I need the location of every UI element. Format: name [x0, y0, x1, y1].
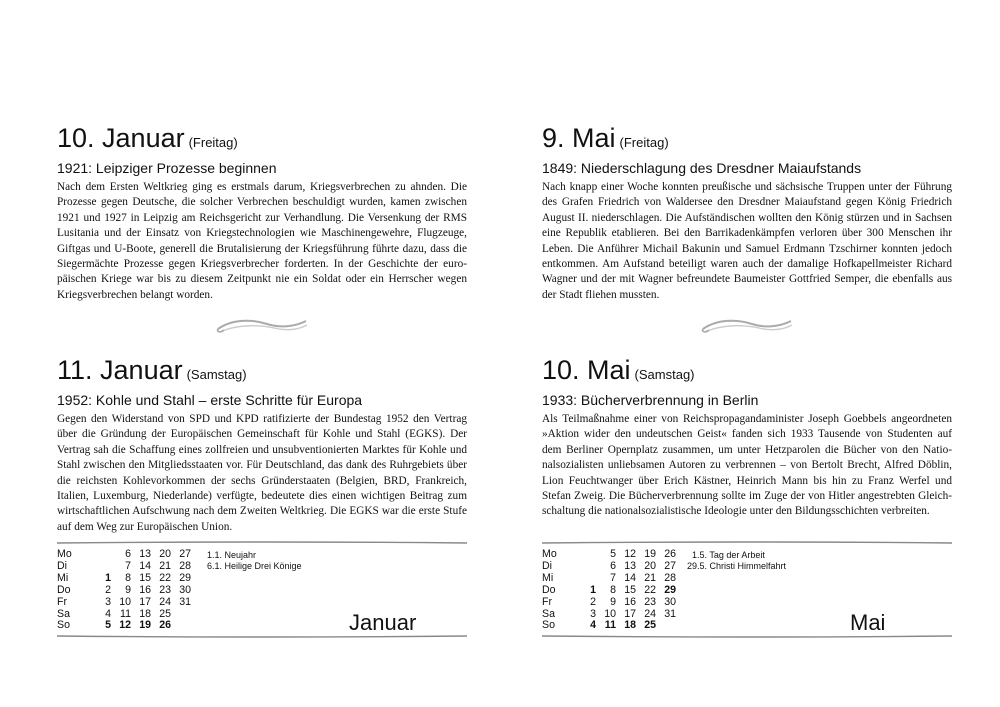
entry-date: 11. Januar [57, 355, 183, 385]
day-cell: 21 [644, 571, 656, 584]
day-cell: 23 [644, 595, 656, 608]
day-cell: 26 [664, 548, 676, 560]
calendar-month-name: Mai [850, 610, 886, 635]
day-cell: 25 [159, 607, 171, 620]
body-line: wirtschaftlichen Aufschwung nach dem Zweiten Weltkrieg. Die EGKS war die erste Stufe [57, 505, 467, 518]
day-cell [173, 609, 191, 621]
entry-weekday: (Freitag) [188, 135, 238, 150]
entry-date-line [57, 355, 467, 386]
day-cell: 11 [604, 619, 616, 632]
day-cell: 4 [105, 607, 111, 620]
day-cell: 24 [159, 595, 171, 608]
calendar-month-name: Januar [349, 610, 417, 635]
day-cell: 9 [610, 595, 616, 608]
day-cell: 7 [610, 571, 616, 584]
day-cell: 26 [159, 619, 171, 632]
entry-body [57, 412, 467, 535]
body-line: der Stadt fliehen mussten. [542, 288, 660, 301]
day-cell: 13 [139, 548, 151, 560]
entry-headline: 1933: Bücherverbrennung in Berlin [542, 392, 759, 408]
day-cell: 18 [139, 607, 151, 620]
entry-january-10 [57, 123, 467, 303]
body-line: Vertrag sah die Schaffung eines zollfreien und unsubventionierten Marktes für Kohle und [57, 443, 467, 456]
day-cell: 11 [120, 607, 131, 620]
weekday-label: Do [542, 583, 556, 596]
day-cell: 10 [119, 595, 131, 608]
holiday-list [207, 550, 302, 571]
body-line: August II. niederschlagen. Die Aufständischen wollten den König stürzen und in Sachsen [542, 211, 952, 224]
month-calendar-january [57, 541, 467, 641]
calendar-row [542, 585, 678, 597]
day-cell: 30 [179, 583, 191, 596]
day-cell [578, 573, 596, 585]
calendar-row [57, 620, 193, 632]
day-cell: 30 [664, 595, 676, 608]
body-line: auf dem Weg zur Europäischen Union. [57, 520, 233, 533]
day-cell: 16 [139, 583, 151, 596]
weekday-label: So [57, 619, 70, 632]
day-cell: 5 [105, 619, 111, 632]
day-cell: 22 [644, 583, 656, 596]
weekday-label: Do [57, 583, 71, 596]
day-cell: 22 [159, 571, 171, 584]
calendar-rule-bottom [542, 634, 952, 638]
body-line: Als Teilmaßnahme einer von Reichspropagandaminister Joseph Goebbels angeordneten [542, 413, 952, 425]
day-cell [578, 561, 596, 573]
day-cell: 31 [664, 607, 676, 620]
body-line: dem Berliner Opernplatz zusammen, um unter Hetzparolen die Bücher von den Natio- [542, 443, 952, 456]
day-cell: 29 [179, 571, 191, 584]
day-cell: 16 [624, 595, 636, 608]
calendar-row [542, 573, 678, 585]
holiday-item: 6.1. Heilige Drei Könige [207, 560, 302, 571]
day-cell: 14 [139, 559, 151, 572]
holiday-item: 1.5. Tag der Arbeit [692, 550, 765, 560]
day-cell: 17 [624, 607, 636, 620]
day-cell: 5 [610, 548, 616, 560]
day-cell: 6 [125, 548, 131, 560]
body-line: Wagner und der mit Wagner befreundete Baumeister Gottfried Semper, die ebenfalls aus [542, 273, 952, 286]
body-line: Prozesse gegen Deutsche, die solcher Verbrechen beschuldigt wurden, kamen zwischen [57, 196, 467, 209]
weekday-label: Di [57, 559, 68, 572]
weekday-label: Mi [57, 571, 69, 584]
day-cell: 23 [159, 583, 171, 596]
day-cell: 15 [139, 571, 151, 584]
body-line: Lusitania und der Einsatz von Kriegstechnologien wie Maschinengewehre, Flugzeuge, [57, 227, 467, 240]
entry-may-9 [542, 123, 952, 303]
day-cell [93, 549, 111, 561]
day-cell: 29 [664, 583, 676, 596]
body-line: päischen Kriege war bis zu diesem Zeitpunkt nie ein Soldat oder ein Herrscher wegen [57, 273, 467, 286]
day-cell: 3 [105, 595, 111, 608]
day-cell: 9 [125, 583, 131, 596]
entry-date: 10. Mai [542, 355, 631, 385]
day-cell: 1 [590, 583, 596, 596]
entry-headline: 1849: Niederschlagung des Dresdner Maiaufstands [542, 160, 862, 176]
day-cell [173, 620, 191, 632]
flourish-ornament-icon [697, 316, 797, 336]
entry-weekday: (Samstag) [186, 367, 247, 382]
day-cell: 1 [105, 571, 111, 584]
day-cell: 19 [139, 619, 151, 632]
entry-date: 9. Mai [542, 123, 616, 153]
weekday-label: Mi [542, 571, 554, 584]
weekday-label: Di [542, 559, 553, 572]
flourish-ornament-icon [212, 316, 312, 336]
body-line: Leben. Die Anführer Michail Bakunin und Samuel Erdmann Tzschirner konnten jedoch [542, 242, 952, 255]
weekday-label: Sa [542, 607, 555, 620]
calendar-grid [542, 549, 678, 632]
day-cell: 7 [125, 559, 131, 572]
calendar-rule-top [57, 541, 467, 545]
entry-weekday: (Freitag) [619, 135, 669, 150]
entry-body [542, 412, 952, 520]
day-cell: 12 [624, 548, 636, 560]
day-cell: 17 [139, 595, 151, 608]
body-line: Gegen den Widerstand von SPD und KPD ratifizierte der Bundestag 1952 den Vertrag [57, 413, 467, 425]
body-line: Giftgas und U-Boote, generell die Brutalisierung der Kriegsführung führte dazu, dass die [57, 242, 467, 255]
weekday-label: Fr [542, 595, 552, 608]
day-cell: 31 [179, 595, 191, 608]
body-line: Nach dem Ersten Weltkrieg ging es erstmals darum, Kriegsverbrechen zu ahnden. Die [57, 181, 467, 193]
weekday-label: Mo [57, 548, 72, 560]
calendar-row [57, 573, 193, 585]
entry-date-line [542, 355, 952, 386]
entry-january-11 [57, 355, 467, 535]
day-cell [578, 549, 596, 561]
day-cell: 8 [610, 583, 616, 596]
body-line: Kriegsverbrechen belangt worden. [57, 288, 213, 301]
entry-headline: 1921: Leipziger Prozesse beginnen [57, 160, 277, 176]
body-line: eine Republik etablieren. Bei den Barrikadenkämpfen verloren über 300 Menschen ihr [542, 227, 952, 240]
calendar-rule-top [542, 541, 952, 545]
weekday-label: Mo [542, 548, 557, 560]
day-cell: 3 [590, 607, 596, 620]
calendar-rule-bottom [57, 634, 467, 638]
body-line: Italien, Luxemburg, Niederlande) verfügte, bedeutete dies einen wichtigen Beitrag zum [57, 490, 467, 503]
day-cell [658, 620, 676, 632]
body-line: schaltung die nationalsozialistische Ideologie unter den Bildungsschichten verbreiten. [542, 505, 930, 518]
calendar-grid [57, 549, 193, 632]
day-cell: 19 [644, 548, 656, 560]
calendar-row [57, 597, 193, 609]
day-cell: 8 [125, 571, 131, 584]
weekday-label: Fr [57, 595, 67, 608]
body-line: entkommen. Am Aufstand beteiligt waren auch der damalige Hofkapellmeister Richard [542, 258, 952, 271]
entry-weekday: (Samstag) [634, 367, 695, 382]
day-cell: 2 [105, 583, 111, 596]
entry-body [542, 180, 952, 303]
day-cell: 25 [644, 619, 656, 632]
day-cell: 10 [604, 607, 616, 620]
weekday-label: Sa [57, 607, 70, 620]
body-line: Stahl zwischen den Mitgliedsstaaten vor. Für Deutschland, das dank des Ruhrgebiets über [57, 459, 467, 472]
holiday-item: 29.5. Christi Himmelfahrt [687, 560, 787, 571]
entry-may-10 [542, 355, 952, 520]
body-line: Nach knapp einer Woche konnten preußische und sächsische Truppen unter der Führung [542, 181, 952, 193]
body-line: nalsozialisten unliebsamen Autoren zu verbrennen – von Bertolt Brecht, Alfred Döblin, [542, 459, 952, 472]
calendar-row [57, 585, 193, 597]
body-line: die reichsten Kohlevorkommen der sechs Gründerstaaten (Belgien, BRD, Frankreich, [57, 474, 467, 487]
day-cell: 27 [179, 548, 191, 560]
day-cell: 4 [590, 619, 596, 632]
entry-date-line [57, 123, 467, 154]
entry-date-line [542, 123, 952, 154]
calendar-row [542, 597, 678, 609]
day-cell: 6 [610, 559, 616, 572]
day-cell: 12 [119, 619, 131, 632]
entry-headline: 1952: Kohle und Stahl – erste Schritte für Europa [57, 392, 363, 408]
day-cell: 14 [624, 571, 636, 584]
body-line: Lion Feuchtwanger über Erich Kästner, Heinrich Mann bis hin zu Franz Werfel und [542, 474, 952, 487]
body-line: »Aktion wider den undeutschen Geist« fanden sich 1933 Tausende von Studenten auf [542, 428, 952, 441]
day-cell: 27 [664, 559, 676, 572]
weekday-label: So [542, 619, 555, 632]
holiday-list [687, 550, 787, 571]
day-cell: 18 [624, 619, 636, 632]
entry-body [57, 180, 467, 303]
body-line: über die Gründung der Europäischen Gemeinschaft für Kohle und Stahl (EGKS). Der [57, 428, 467, 441]
month-calendar-may [542, 541, 952, 641]
day-cell: 21 [159, 559, 171, 572]
day-cell: 24 [644, 607, 656, 620]
body-line: 1921 und 1927 in Leipzig am Reichsgericht zur Verhandlung. Die Versenkung der RMS [57, 211, 467, 224]
day-cell: 28 [664, 571, 676, 584]
entry-date: 10. Januar [57, 123, 185, 153]
holiday-item: 1.1. Neujahr [207, 550, 257, 560]
day-cell: 20 [644, 559, 656, 572]
day-cell: 13 [624, 559, 636, 572]
body-line: des Grafen Friedrich von Waldersee den Dresdner Maiaufstand gegen König Friedrich [542, 196, 952, 209]
body-line: Stefan Zweig. Die Bücherverbrennung sollte im Zuge der von Hitler angestrebten Gleich- [542, 490, 952, 503]
day-cell: 15 [624, 583, 636, 596]
day-cell: 28 [179, 559, 191, 572]
day-cell: 20 [159, 548, 171, 560]
day-cell: 2 [590, 595, 596, 608]
body-line: Siegermächte Prozesse gegen Kriegsverbrecher forderten. In der Geschichte der euro- [57, 258, 467, 271]
calendar-row [542, 620, 678, 632]
